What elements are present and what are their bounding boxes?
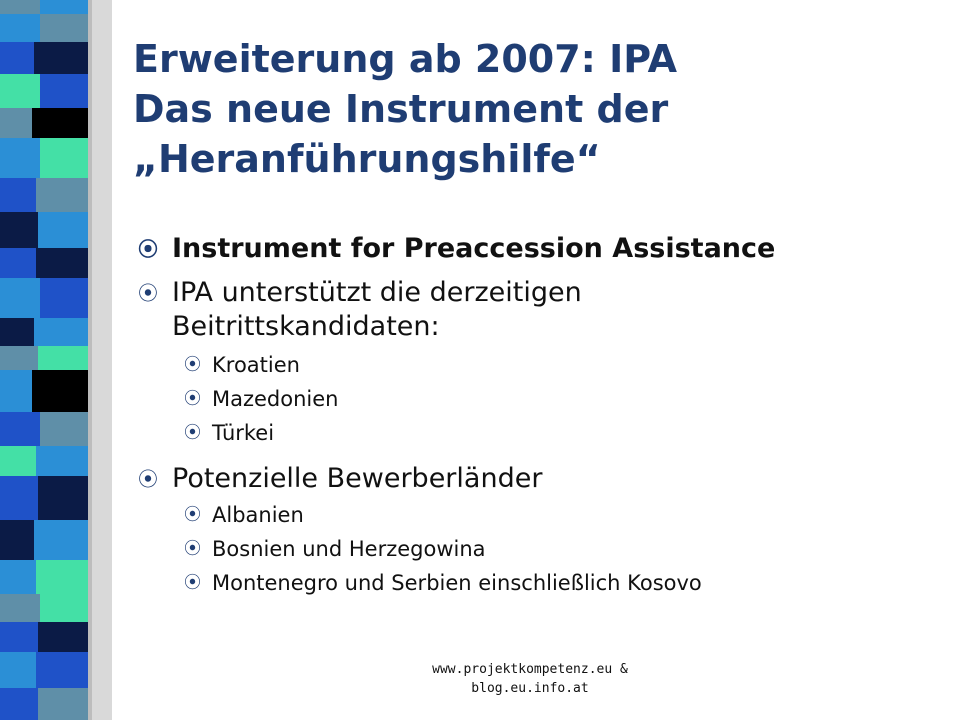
stripe-block [40, 138, 88, 178]
title-line-3: „Heranführungshilfe“ [133, 137, 601, 181]
bullet-icon: ⦿ [184, 573, 201, 593]
stripe-block [0, 178, 36, 212]
stripe-block [0, 688, 38, 720]
list-item: ⦿ Türkei [132, 416, 932, 450]
stripe-block [34, 318, 88, 346]
stripe-block [0, 652, 36, 688]
slide-title [133, 34, 933, 184]
stripe-block [0, 74, 40, 108]
stripe-block [38, 476, 88, 520]
stripe-block [38, 14, 88, 42]
stripe-block [0, 318, 34, 346]
stripe-block [38, 622, 88, 652]
stripe-block [32, 370, 88, 412]
list-item: ⦿ Kroatien [132, 348, 932, 382]
stripe-block [40, 594, 88, 622]
stripe-block [40, 278, 88, 318]
stripe-block [0, 42, 34, 74]
bullet-current-candidates: ⦿ IPA unterstützt die derzeitigen Beitrittskandidaten: [138, 277, 582, 342]
footer-line-1: www.projektkompetenz.eu & [432, 662, 628, 677]
stripe-block [36, 652, 88, 688]
stripe-block [0, 412, 40, 446]
stripe-block [0, 108, 32, 138]
stripe-block [40, 0, 88, 14]
candidate-country-list [132, 348, 932, 450]
stripe-block [40, 412, 88, 446]
stripe-block [0, 476, 38, 520]
bullet-potential-candidates: ⦿ Potenzielle Bewerberländer [138, 463, 543, 494]
potential-country-list [132, 498, 932, 600]
stripe-block [0, 278, 40, 318]
stripe-block [40, 74, 88, 108]
stripe-block [0, 594, 40, 622]
bullet-icon: ⦿ [184, 389, 201, 409]
list-item: ⦿ Mazedonien [132, 382, 932, 416]
stripe-block [0, 346, 38, 370]
bullet-icon: ⦿ [184, 505, 201, 525]
list-item: ⦿ Montenegro und Serbien einschließlich Kosovo [132, 566, 932, 600]
bullet-icon: ⦿ [138, 281, 158, 305]
title-line-2: Das neue Instrument der [133, 87, 669, 131]
bullet-icon: ⦿ [184, 539, 201, 559]
stripe-block [34, 520, 88, 560]
list-item: ⦿ Albanien [132, 498, 932, 532]
bullet-list [132, 232, 932, 612]
stripe-block [0, 370, 32, 412]
stripe-block [0, 248, 36, 278]
stripe-block [38, 688, 88, 720]
bullet-icon: ⦿ [184, 423, 201, 443]
decorative-color-stripe [0, 0, 112, 720]
bullet-icon: ⦿ [138, 467, 158, 491]
stripe-block [36, 446, 88, 476]
stripe-block [38, 346, 88, 370]
stripe-block [0, 560, 36, 594]
stripe-block [36, 248, 88, 278]
footer-line-2: blog.eu.info.at [471, 681, 589, 696]
stripe-block [36, 560, 88, 594]
stripe-block [0, 446, 36, 476]
title-line-1: Erweiterung ab 2007: IPA [133, 37, 677, 81]
stripe-block [38, 212, 88, 248]
stripe-block [32, 108, 88, 138]
stripe-block [34, 42, 88, 74]
stripe-block [0, 520, 34, 560]
stripe-block [0, 622, 38, 652]
bullet-icon: ⦿ [184, 355, 201, 375]
list-item: ⦿ Bosnien und Herzegowina [132, 532, 932, 566]
stripe-block [0, 212, 38, 248]
bullet-icon: ⦿ [138, 237, 158, 261]
stripe-block [0, 14, 40, 42]
stripe-block [36, 178, 88, 212]
bullet-ipa-full-name: ⦿ Instrument for Preaccession Assistance [138, 233, 776, 264]
stripe-block [0, 138, 40, 178]
footer-source [400, 660, 660, 698]
